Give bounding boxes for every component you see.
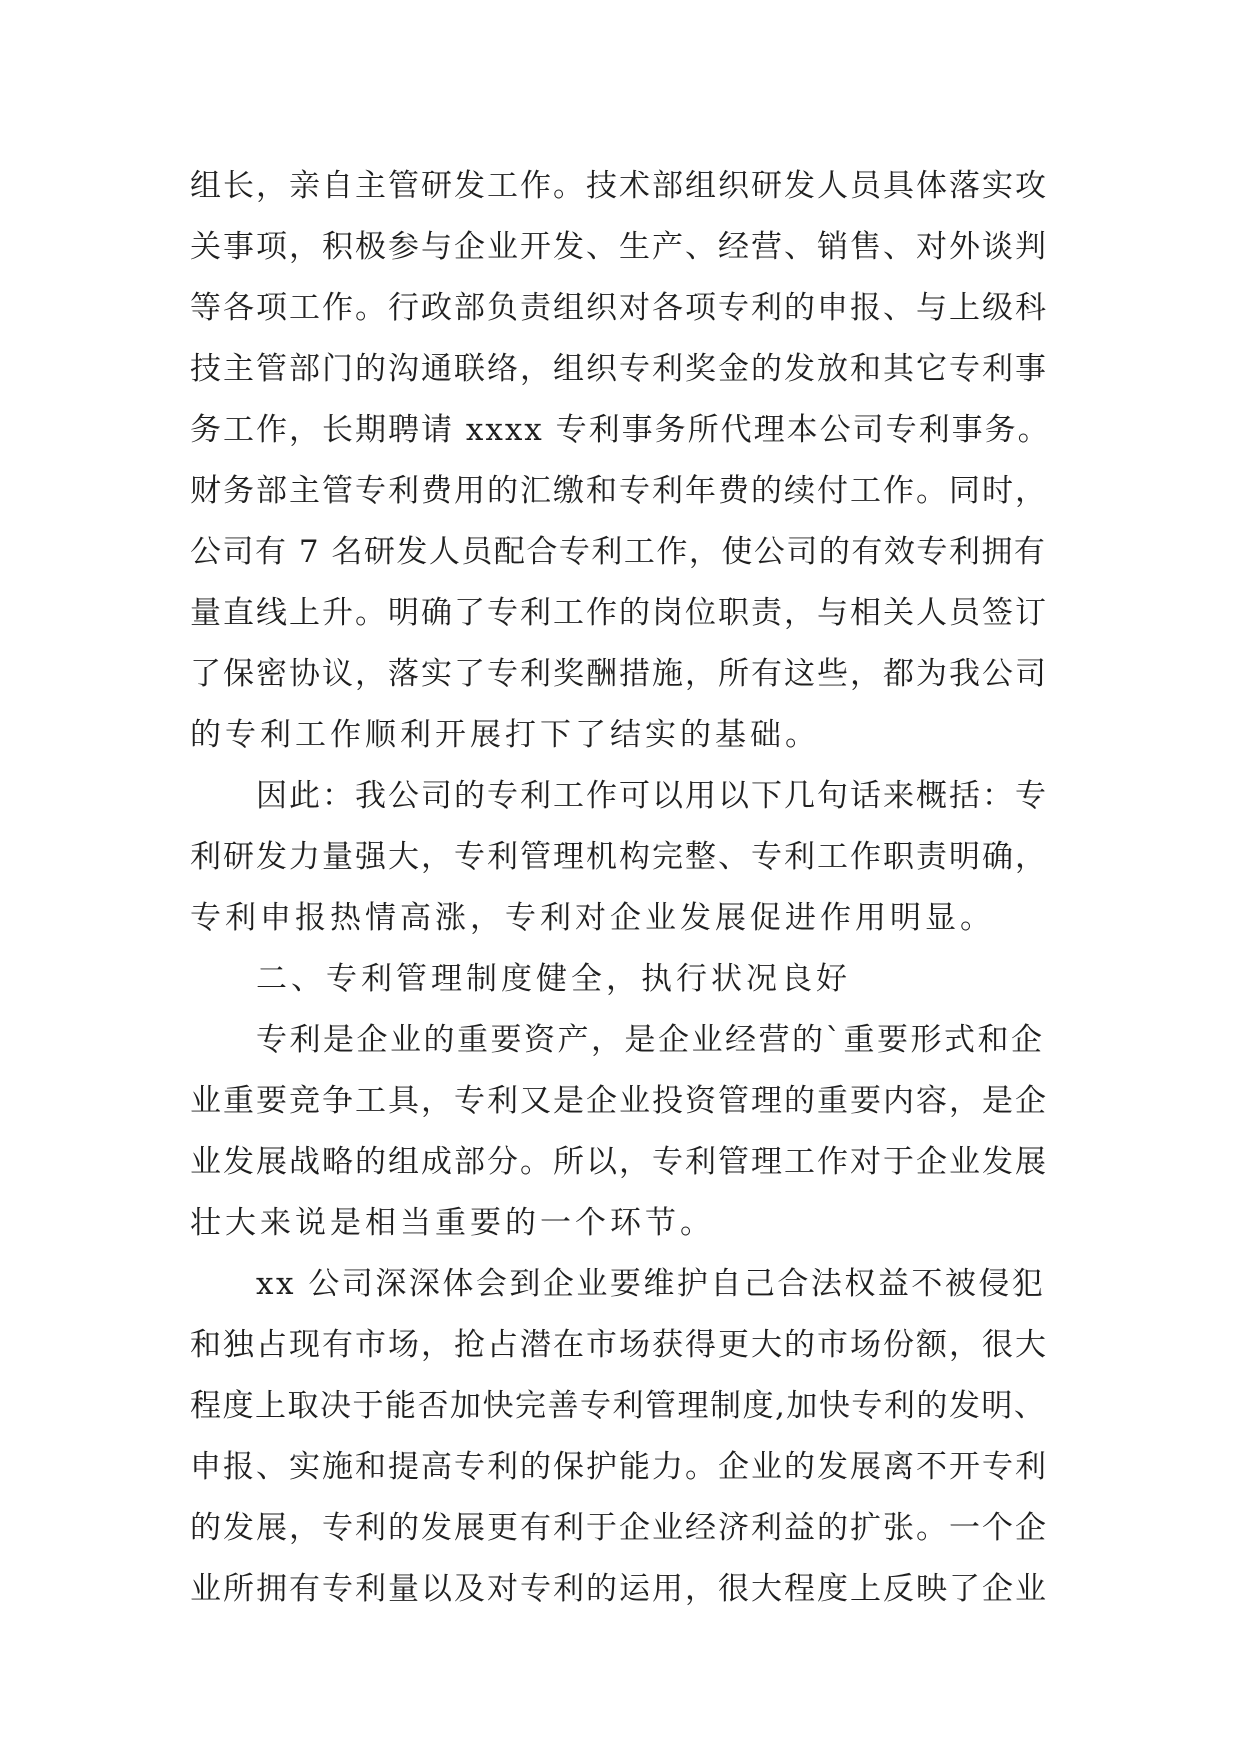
text-line: 利研发力量强大，专利管理机构完整、专利工作职责明确， (190, 839, 1048, 875)
text-line: 公司有 7 名研发人员配合专利工作，使公司的有效专利拥有 (190, 534, 1047, 570)
text-line: 和独占现有市场，抢占潜在市场获得更大的市场份额，很大 (190, 1327, 1048, 1363)
text-line: 等各项工作。行政部负责组织对各项专利的申报、与上级科 (190, 290, 1048, 326)
paragraph (190, 1254, 1051, 1620)
text-line: 因此：我公司的专利工作可以用以下几句话来概括：专 (256, 778, 1048, 814)
text-line: 的专利工作顺利开展打下了结实的基础。 (190, 717, 820, 753)
text-line: 业所拥有专利量以及对专利的运用，很大程度上反映了企业 (190, 1571, 1048, 1607)
text-line: 财务部主管专利费用的汇缴和专利年费的续付工作。同时， (190, 473, 1048, 509)
text-line: 务工作，长期聘请 xxxx 专利事务所代理本公司专利事务。 (190, 412, 1051, 448)
text-line: 的发展，专利的发展更有利于企业经济利益的扩张。一个企 (190, 1510, 1048, 1546)
text-line: 壮大来说是相当重要的一个环节。 (190, 1205, 715, 1241)
text-line: 组长，亲自主管研发工作。技术部组织研发人员具体落实攻 (190, 168, 1048, 204)
document-body (190, 156, 1051, 1620)
text-line: 技主管部门的沟通联络，组织专利奖金的发放和其它专利事 (190, 351, 1048, 387)
text-line: 业重要竞争工具，专利又是企业投资管理的重要内容，是企 (190, 1083, 1048, 1119)
text-line: 了保密协议，落实了专利奖酬措施，所有这些，都为我公司 (190, 656, 1048, 692)
text-line: 专利是企业的重要资产，是企业经营的`重要形式和企 (256, 1022, 1045, 1058)
text-line: xx 公司深深体会到企业要维护自己合法权益不被侵犯 (256, 1266, 1046, 1302)
text-line: 业发展战略的组成部分。所以，专利管理工作对于企业发展 (190, 1144, 1048, 1180)
text-line: 关事项，积极参与企业开发、生产、经营、销售、对外谈判 (190, 229, 1048, 265)
paragraph (190, 949, 1051, 1010)
text-line: 二、专利管理制度健全，执行状况良好 (256, 961, 851, 997)
paragraph (190, 766, 1051, 949)
text-line: 程度上取决于能否加快完善专利管理制度,加快专利的发明、 (190, 1388, 1047, 1424)
paragraph (190, 1010, 1051, 1254)
text-line: 专利申报热情高涨，专利对企业发展促进作用明显。 (190, 900, 995, 936)
text-line: 量直线上升。明确了专利工作的岗位职责，与相关人员签订 (190, 595, 1048, 631)
paragraph (190, 156, 1051, 766)
text-line: 申报、实施和提高专利的保护能力。企业的发展离不开专利 (190, 1449, 1048, 1485)
